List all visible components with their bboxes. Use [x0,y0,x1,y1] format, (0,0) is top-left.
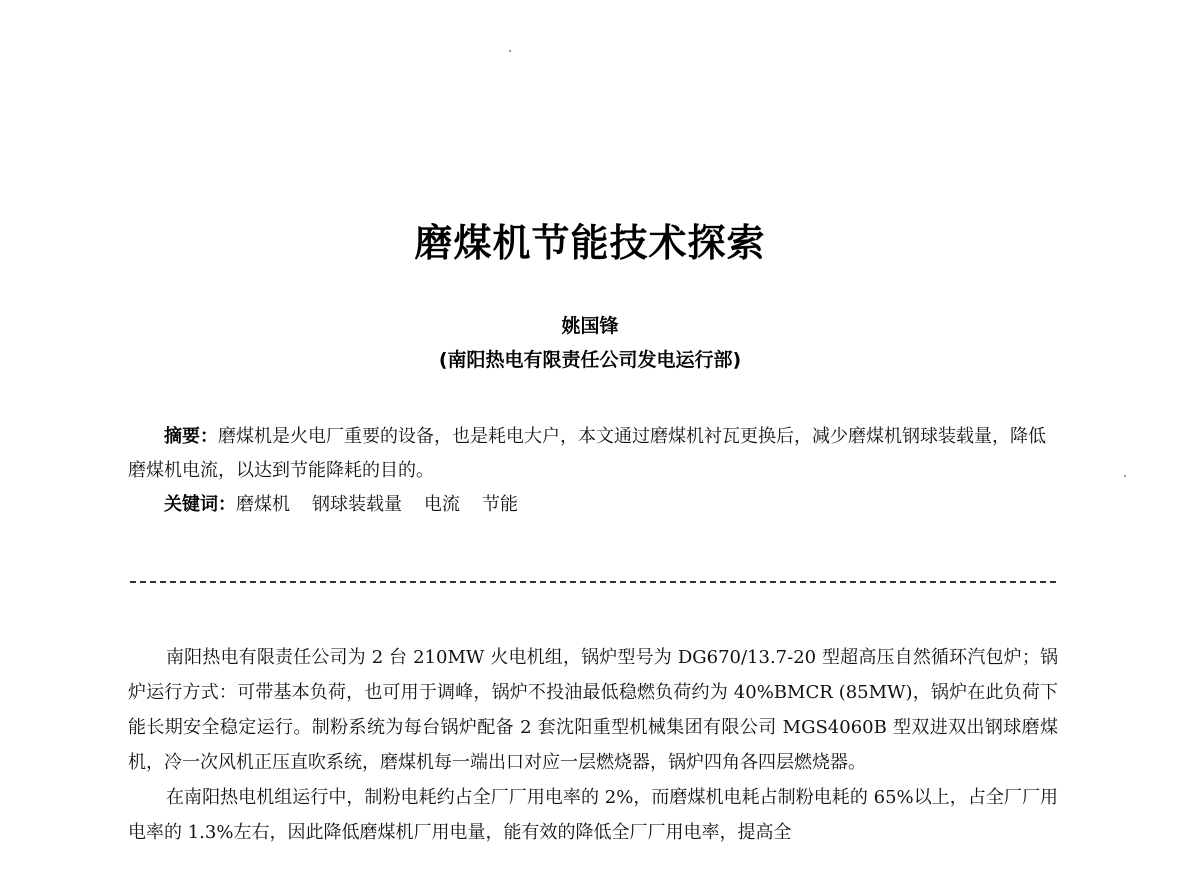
keywords-line [128,488,1058,522]
body-text [128,640,1058,850]
scan-speck [509,50,511,52]
abstract-paragraph [128,420,1058,488]
keyword-item: 电流 [424,494,460,515]
abstract-label: 摘要： [164,426,218,447]
keyword-item: 节能 [482,494,518,515]
keyword-item: 磨煤机 [236,494,290,515]
body-paragraph: 在南阳热电机组运行中，制粉电耗约占全厂厂用电率的 2%，而磨煤机电耗占制粉电耗的 65%以上，占全厂厂用电率的 1.3%左右，因此降低磨煤机厂用电量，能有效的降低全厂厂用电率，提高全 [128,787,1058,843]
keyword-item: 钢球装载量 [312,494,402,515]
abstract-block [128,420,1058,522]
paper-title: 磨煤机节能技术探索 [414,221,766,265]
scan-speck [1124,475,1126,477]
body-paragraph: 南阳热电有限责任公司为 2 台 210MW 火电机组，锅炉型号为 DG670/13.7-20 型超高压自然循环汽包炉；锅炉运行方式：可带基本负荷，也可用于调峰，锅炉不投油最低稳燃负荷约为 40%BMCR (85MW)，锅炉在此负荷下能长期安全稳定运行。制粉系统为每台锅炉配备 2 套沈阳重型机械集团有限公司 MGS4060B 型双进双出钢球磨煤机，冷一次风机正压直吹系统，磨煤机每一端出口对应一层燃烧器，锅炉四角各四层燃烧器。 [128,647,1058,773]
keywords-label: 关键词： [164,494,236,515]
author-name: 姚国锋 [561,315,619,337]
section-divider [130,581,1056,583]
author-affiliation: (南阳热电有限责任公司发电运行部) [438,349,742,371]
abstract-text: 磨煤机是火电厂重要的设备，也是耗电大户，本文通过磨煤机衬瓦更换后，减少磨煤机钢球装载量，降低磨煤机电流，以达到节能降耗的目的。 [128,426,1046,481]
